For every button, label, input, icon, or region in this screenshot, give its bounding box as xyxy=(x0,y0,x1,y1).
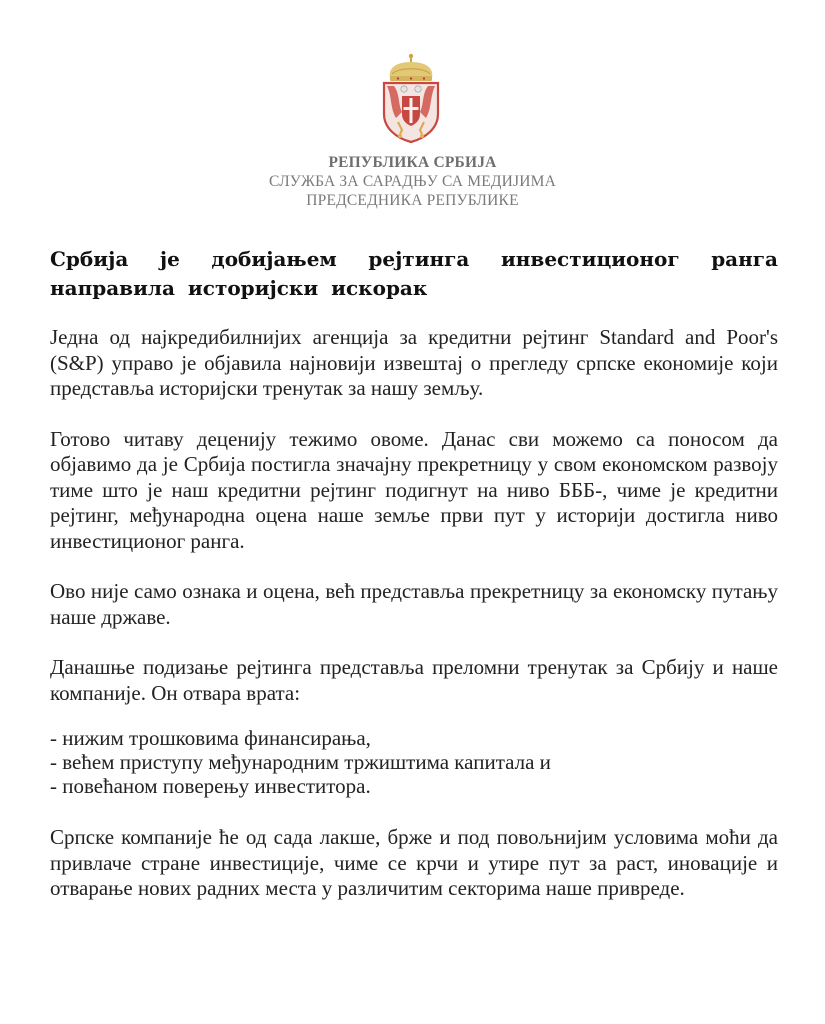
paragraph-milestone: Ово није само ознака и оцена, већ представља прекретницу за економску путању наше државе. xyxy=(50,579,778,629)
serbian-coat-of-arms-icon xyxy=(378,52,444,144)
list-item: - већем приступу међународним тржиштима капитала и xyxy=(50,750,551,774)
benefits-list xyxy=(50,726,778,798)
article-body xyxy=(50,245,778,927)
list-item: - нижим трошковима финансирања, xyxy=(50,726,371,750)
paragraph-intro: Једна од најкредибилнијих агенција за кредитни рејтинг Standard and Poor's (S&P) управо је објавила најновији извештај о прегледу српске економије који представља историјски тренутак за нашу земљу. xyxy=(50,325,778,400)
paragraph-rating: Готово читаву деценију тежимо овоме. Данас сви можемо са поносом да објавимо да је Србија постигла значајну прекретницу у свом економском развоју тиме што је наш кредитни рејтинг подигнут на ниво БББ-, чиме је кредитни рејтинг, међународна оцена наше земље први пут у историји достигла ниво инвестиционог ранга. xyxy=(50,426,778,553)
paragraph-opportunity: Данашње подизање рејтинга представља преломни тренутак за Србију и наше компаније. Он отвара врата: xyxy=(50,655,778,705)
article-headline: Србија је добијањем рејтинга инвестиционог ранга направила историјски искорак xyxy=(50,247,778,300)
list-item: - повећаном поверењу инвеститора. xyxy=(50,774,371,798)
crown-icon xyxy=(390,54,433,81)
letterhead-office: ПРЕДСЕДНИКА РЕПУБЛИКЕ xyxy=(306,192,519,209)
letterhead-service: СЛУЖБА ЗА САРАДЊУ СА МЕДИЈИМА xyxy=(268,173,557,190)
paragraph-closing: Српске компаније ће од сада лакше, брже и под повољнијим условима моћи да привлаче стране инвестиције, чиме се крчи и утире пут за раст, иновације и отварање нових радних места у различитим секторима наше привреде. xyxy=(50,825,778,900)
letterhead xyxy=(0,153,825,210)
letterhead-country: РЕПУБЛИКА СРБИЈА xyxy=(328,154,497,171)
